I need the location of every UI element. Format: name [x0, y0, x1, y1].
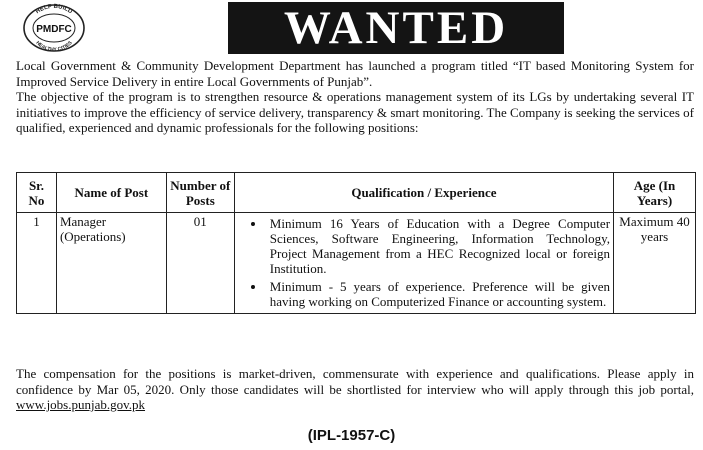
cell-sr-no: 1: [17, 213, 57, 314]
cell-post: Manager (Operations): [56, 213, 166, 314]
closing-text: The compensation for the positions is market-driven, commensurate with experience and qualifications. Please apply in confidence by Mar 05, 2020. Only those candidates will be shortlisted for interview who will apply through this job portal,: [16, 366, 694, 397]
logo-top-text: HELP BUILD: [34, 3, 74, 16]
intro-paragraph-1: Local Government & Community Development Department has launched a program titled “IT based Monitoring System for Improved Service Delivery in entire Local Governments of Punjab”.: [16, 58, 694, 89]
header-sr-no: Sr. No: [17, 173, 57, 213]
table-row: [17, 213, 696, 314]
wanted-title: WANTED: [228, 2, 564, 54]
reference-code: (IPL-1957-C): [307, 427, 396, 444]
pmdfc-logo-emblem: [22, 3, 86, 53]
intro-section: [16, 58, 694, 136]
header-name-of-post: Name of Post: [56, 173, 166, 213]
cell-age: Maximum 40 years: [614, 213, 696, 314]
closing-section: [16, 366, 694, 413]
positions-table-wrap: [16, 172, 696, 314]
header-qualification: Qualification / Experience: [234, 173, 613, 213]
header: [0, 0, 703, 58]
positions-table: [16, 172, 696, 314]
header-age: Age (In Years): [614, 173, 696, 213]
qualification-item: • Minimum 16 Years of Education with a Degree Computer Sciences, Software Engineering, Information Technology, Project Management from a HEC Recognized local or foreign Institution.: [266, 216, 610, 276]
qualification-list: [238, 216, 610, 309]
pmdfc-logo: [22, 3, 86, 53]
cell-posts-count: 01: [166, 213, 234, 314]
logo-center-text: PMDFC: [36, 24, 72, 35]
cell-qualifications: [234, 213, 613, 314]
job-portal-link[interactable]: www.jobs.punjab.gov.pk: [16, 397, 146, 413]
closing-paragraph: [16, 366, 694, 413]
header-number-of-posts: Number of Posts: [166, 173, 234, 213]
table-header-row: [17, 173, 696, 213]
logo-bottom-text: HEALTHY CITIES: [34, 40, 74, 53]
intro-paragraph-2: The objective of the program is to strengthen resource & operations management system of its LGs by undertaking several IT initiatives to improve the efficiency of service delivery, transparency & smart monitoring. The Company is seeking the services of qualified, experienced and dynamic professionals for the following positions:: [16, 89, 694, 136]
qualification-item: • Minimum - 5 years of experience. Preference will be given having working on Computerized Finance or accounting system.: [266, 279, 610, 309]
